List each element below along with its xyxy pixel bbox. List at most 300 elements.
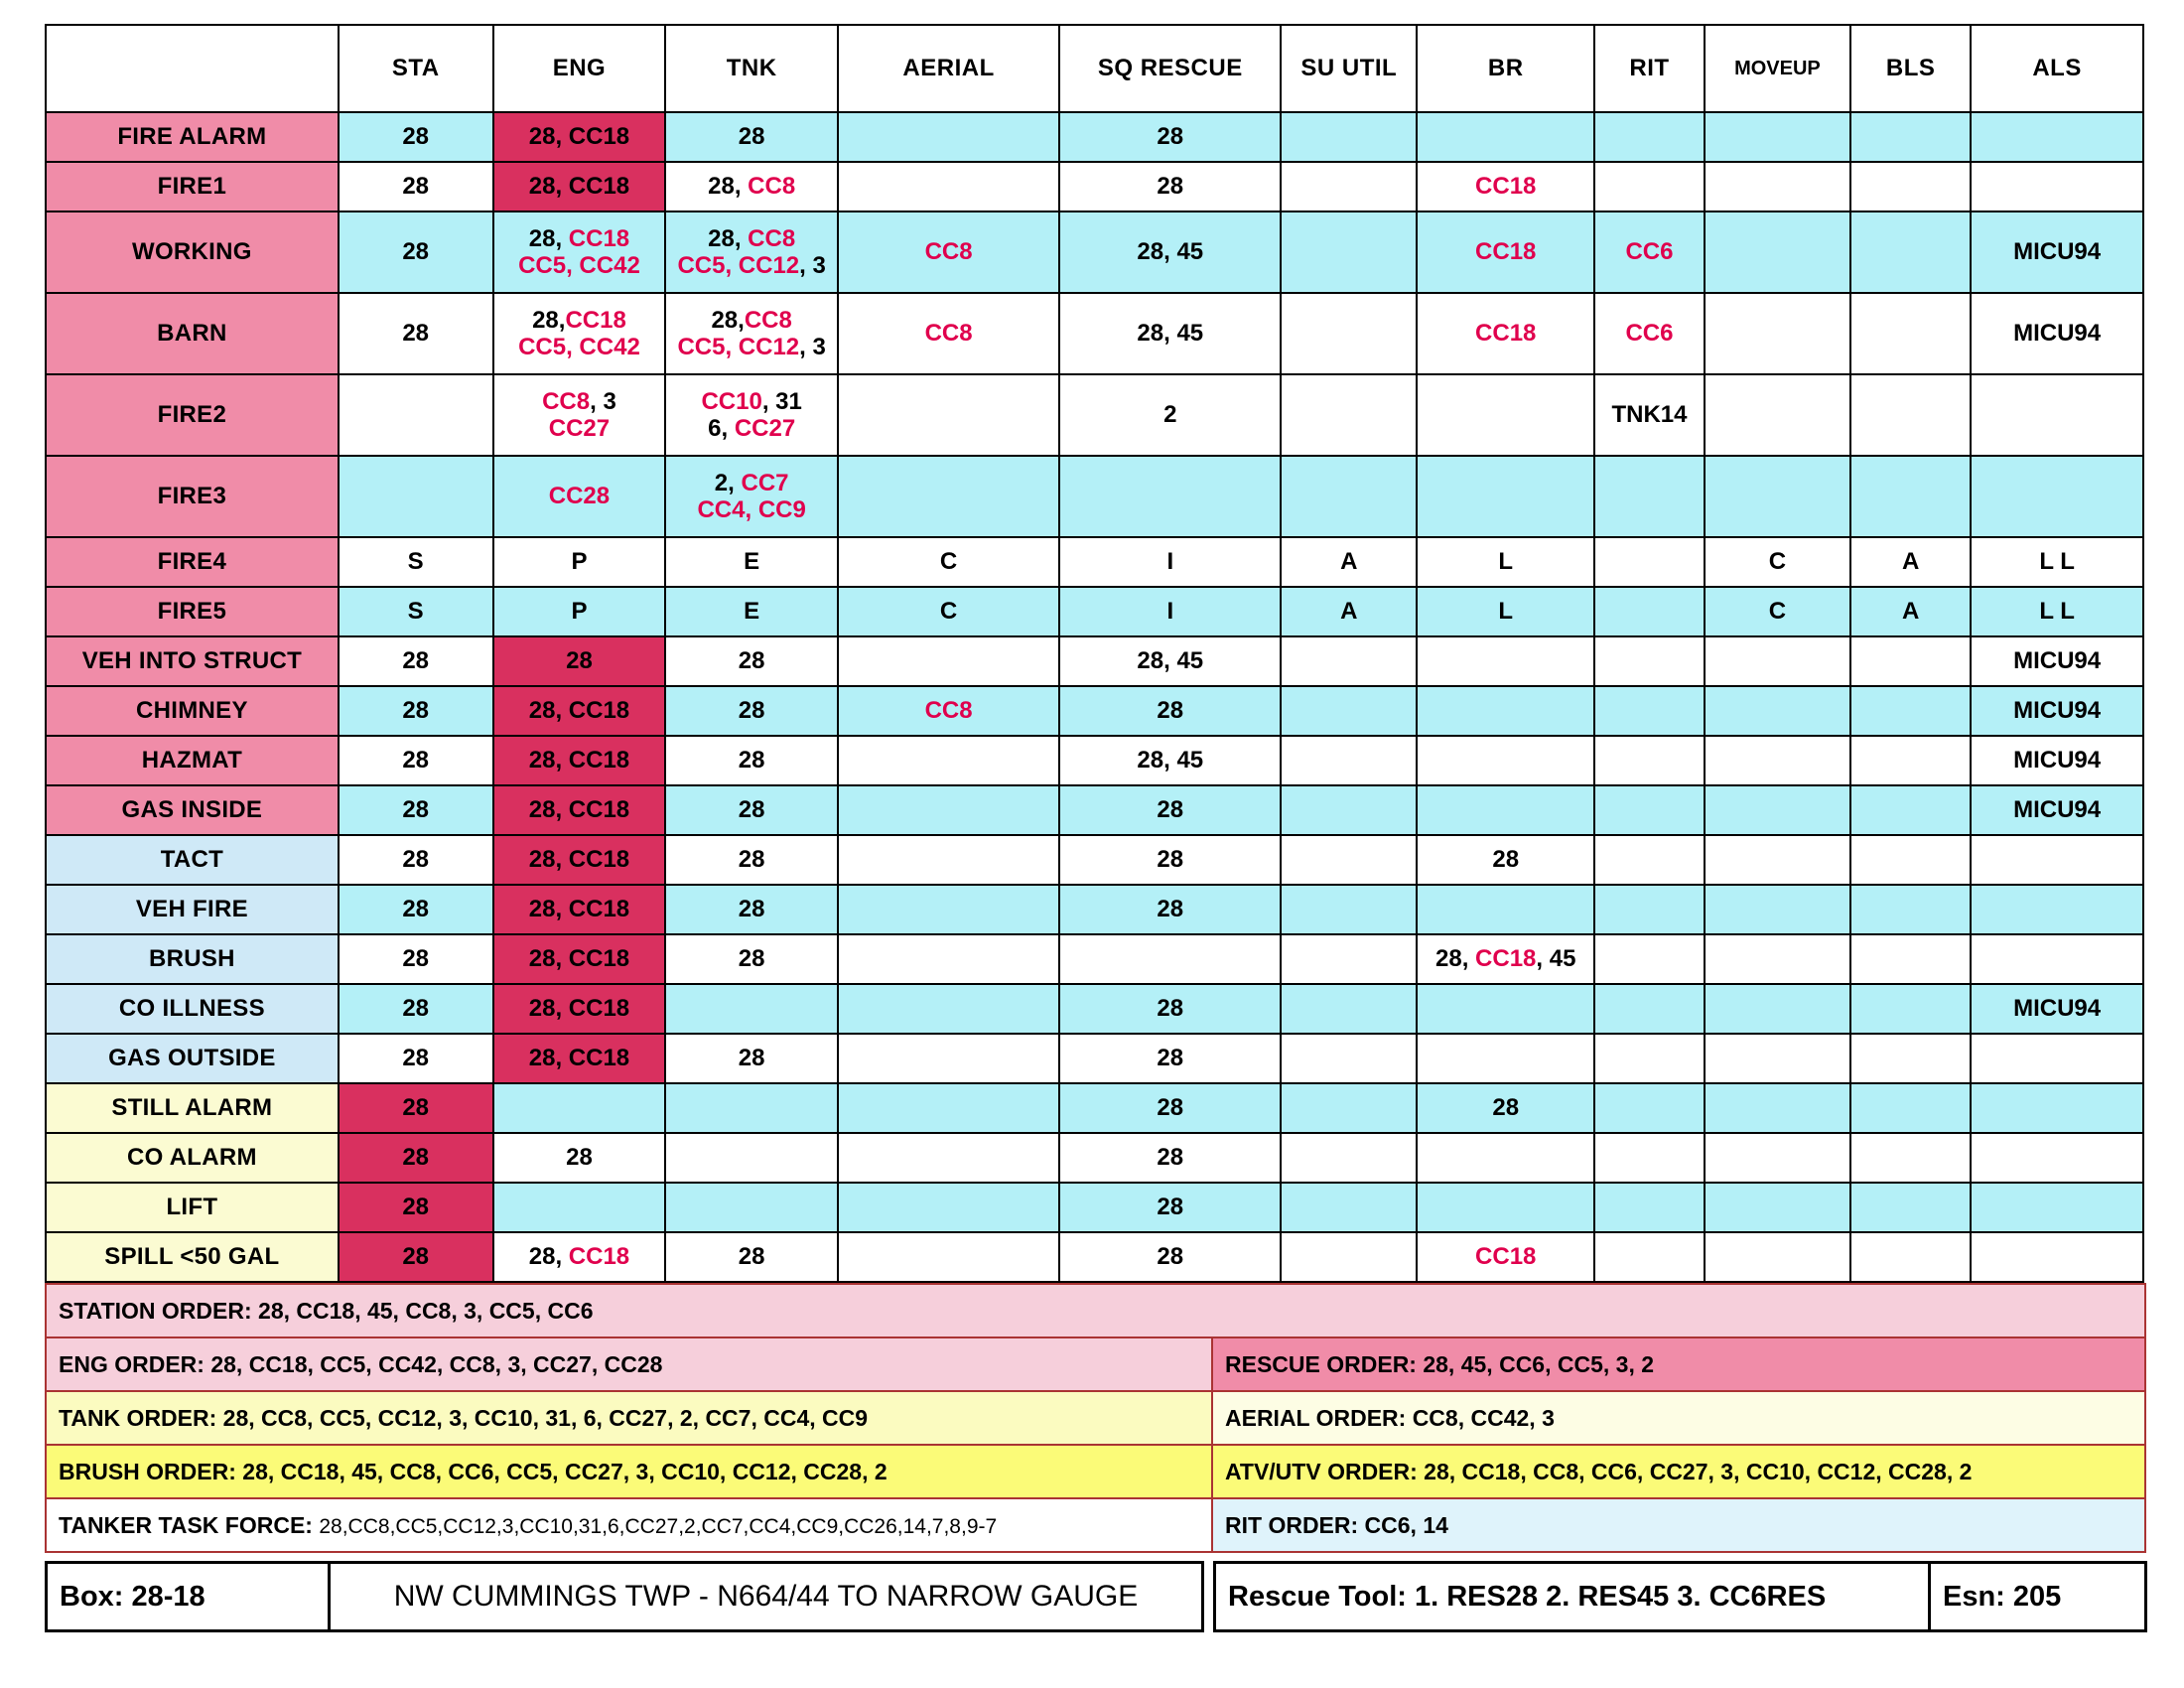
cell-fire-alarm-eng: 28, CC18 — [493, 112, 666, 162]
cell-spill-eng: 28, CC18 — [493, 1232, 666, 1282]
cell-fire5-aerial: C — [838, 587, 1059, 636]
cell-fire1-bls — [1850, 162, 1971, 211]
cell-coalarm-sq: 28 — [1059, 1133, 1281, 1183]
cell-working-bls — [1850, 211, 1971, 293]
cell-coalarm-sta: 28 — [339, 1133, 493, 1183]
cell-fire4-rit — [1594, 537, 1705, 587]
cell-tact-als — [1971, 835, 2143, 885]
cell-coalarm-suutil — [1281, 1133, 1417, 1183]
cell-fire1-sta: 28 — [339, 162, 493, 211]
cell-fire4-tnk: E — [665, 537, 838, 587]
cell-fire4-moveup: C — [1705, 537, 1850, 587]
cell-chimney-bls — [1850, 686, 1971, 736]
cell-fire2-rit: TNK14 — [1594, 374, 1705, 456]
row-label-veh-into-struct: VEH INTO STRUCT — [46, 636, 339, 686]
cell-fire5-als: L L — [1971, 587, 2143, 636]
row-label-working: WORKING — [46, 211, 339, 293]
cell-vis-br — [1417, 636, 1594, 686]
cell-lift-br — [1417, 1183, 1594, 1232]
cell-brush-eng: 28, CC18 — [493, 934, 666, 984]
cell-fire5-bls: A — [1850, 587, 1971, 636]
cell-barn-aerial: CC8 — [838, 293, 1059, 374]
table-row — [46, 686, 2143, 736]
cell-vehfire-als — [1971, 885, 2143, 934]
cell-gasoutside-aerial — [838, 1034, 1059, 1083]
footer-row — [47, 1563, 2146, 1631]
table-row — [46, 112, 2143, 162]
header-tnk: TNK — [665, 25, 838, 112]
cell-fire5-rit — [1594, 587, 1705, 636]
rescue-tool: Rescue Tool: 1. RES28 2. RES45 3. CC6RES — [1215, 1563, 1930, 1631]
cell-vehfire-aerial — [838, 885, 1059, 934]
cell-fire-alarm-sta: 28 — [339, 112, 493, 162]
brush-order: BRUSH ORDER: 28, CC18, 45, CC8, CC6, CC5, CC27, 3, CC10, CC12, CC28, 2 — [46, 1445, 1212, 1498]
cell-vis-tnk: 28 — [665, 636, 838, 686]
cell-working-moveup — [1705, 211, 1850, 293]
tanker-task-force-value: 28,CC8,CC5,CC12,3,CC10,31,6,CC27,2,CC7,CC4,CC9,CC26,14,7,8,9-7 — [319, 1514, 998, 1538]
cell-hazmat-suutil — [1281, 736, 1417, 785]
cell-coalarm-moveup — [1705, 1133, 1850, 1183]
cell-gasinside-suutil — [1281, 785, 1417, 835]
cell-coalarm-eng: 28 — [493, 1133, 666, 1183]
cell-coillness-moveup — [1705, 984, 1850, 1034]
cell-gasinside-eng: 28, CC18 — [493, 785, 666, 835]
header-aerial: AERIAL — [838, 25, 1059, 112]
cell-working-tnk: 28, CC8 CC5, CC12, 3 — [665, 211, 838, 293]
cell-barn-bls — [1850, 293, 1971, 374]
cell-gasoutside-rit — [1594, 1034, 1705, 1083]
row-label-co-illness: CO ILLNESS — [46, 984, 339, 1034]
cell-fire3-eng: CC28 — [493, 456, 666, 537]
table-header-row — [46, 25, 2143, 112]
cell-coillness-tnk — [665, 984, 838, 1034]
header-eng: ENG — [493, 25, 666, 112]
cell-gasoutside-sta: 28 — [339, 1034, 493, 1083]
row-label-tact: TACT — [46, 835, 339, 885]
cell-tact-aerial — [838, 835, 1059, 885]
cell-lift-aerial — [838, 1183, 1059, 1232]
cell-chimney-br — [1417, 686, 1594, 736]
atv-utv-order: ATV/UTV ORDER: 28, CC18, CC8, CC6, CC27, 3, CC10, CC12, CC28, 2 — [1212, 1445, 2145, 1498]
cell-working-br: CC18 — [1417, 211, 1594, 293]
cell-gasinside-moveup — [1705, 785, 1850, 835]
cell-fire1-tnk: 28, CC8 — [665, 162, 838, 211]
row-label-brush: BRUSH — [46, 934, 339, 984]
cell-gasinside-rit — [1594, 785, 1705, 835]
footer-bar — [45, 1561, 2147, 1632]
cell-still-als — [1971, 1083, 2143, 1133]
rit-order: RIT ORDER: CC6, 14 — [1212, 1498, 2145, 1552]
cell-spill-sta: 28 — [339, 1232, 493, 1282]
cell-tact-sta: 28 — [339, 835, 493, 885]
cell-lift-rit — [1594, 1183, 1705, 1232]
cell-still-sta: 28 — [339, 1083, 493, 1133]
cell-vehfire-sta: 28 — [339, 885, 493, 934]
cell-fire5-br: L — [1417, 587, 1594, 636]
cell-fire1-moveup — [1705, 162, 1850, 211]
cell-fire2-br — [1417, 374, 1594, 456]
cell-barn-rit: CC6 — [1594, 293, 1705, 374]
cell-working-eng: 28, CC18 CC5, CC42 — [493, 211, 666, 293]
row-label-fire-alarm: FIRE ALARM — [46, 112, 339, 162]
row-label-chimney: CHIMNEY — [46, 686, 339, 736]
cell-coillness-aerial — [838, 984, 1059, 1034]
cell-tact-sq: 28 — [1059, 835, 1281, 885]
table-row — [46, 885, 2143, 934]
cell-coillness-sq: 28 — [1059, 984, 1281, 1034]
cell-lift-sta: 28 — [339, 1183, 493, 1232]
cell-fire4-sta: S — [339, 537, 493, 587]
cell-fire-alarm-rit — [1594, 112, 1705, 162]
row-label-veh-fire: VEH FIRE — [46, 885, 339, 934]
cell-still-suutil — [1281, 1083, 1417, 1133]
cell-fire5-eng: P — [493, 587, 666, 636]
cell-chimney-sta: 28 — [339, 686, 493, 736]
cell-fire3-tnk: 2, CC7 CC4, CC9 — [665, 456, 838, 537]
cell-gasoutside-suutil — [1281, 1034, 1417, 1083]
cell-gasinside-als: MICU94 — [1971, 785, 2143, 835]
box-location: NW CUMMINGS TWP - N664/44 TO NARROW GAUGE — [330, 1563, 1203, 1631]
cell-still-rit — [1594, 1083, 1705, 1133]
cell-brush-sta: 28 — [339, 934, 493, 984]
cell-vehfire-suutil — [1281, 885, 1417, 934]
cell-gasoutside-tnk: 28 — [665, 1034, 838, 1083]
orders-row-tank-aerial — [46, 1391, 2145, 1445]
cell-chimney-moveup — [1705, 686, 1850, 736]
cell-barn-tnk: 28,CC8 CC5, CC12, 3 — [665, 293, 838, 374]
cell-coalarm-tnk — [665, 1133, 838, 1183]
eng-order: ENG ORDER: 28, CC18, CC5, CC42, CC8, 3, CC27, CC28 — [46, 1337, 1212, 1391]
cell-fire-alarm-aerial — [838, 112, 1059, 162]
header-sta: STA — [339, 25, 493, 112]
row-label-fire4: FIRE4 — [46, 537, 339, 587]
table-row — [46, 1232, 2143, 1282]
cell-fire4-sq: I — [1059, 537, 1281, 587]
cell-fire5-sta: S — [339, 587, 493, 636]
cell-hazmat-als: MICU94 — [1971, 736, 2143, 785]
cell-gasoutside-br — [1417, 1034, 1594, 1083]
cell-fire2-tnk: CC10, 31 6, CC27 — [665, 374, 838, 456]
cell-working-sta: 28 — [339, 211, 493, 293]
cell-fire3-moveup — [1705, 456, 1850, 537]
cell-fire4-aerial: C — [838, 537, 1059, 587]
cell-working-sq: 28, 45 — [1059, 211, 1281, 293]
cell-fire2-als — [1971, 374, 2143, 456]
header-bls: BLS — [1850, 25, 1971, 112]
cell-fire1-rit — [1594, 162, 1705, 211]
cell-coalarm-bls — [1850, 1133, 1971, 1183]
cell-hazmat-rit — [1594, 736, 1705, 785]
cell-barn-moveup — [1705, 293, 1850, 374]
cell-barn-suutil — [1281, 293, 1417, 374]
cell-vehfire-bls — [1850, 885, 1971, 934]
cell-hazmat-sq: 28, 45 — [1059, 736, 1281, 785]
cell-fire-alarm-bls — [1850, 112, 1971, 162]
header-sq-rescue: SQ RESCUE — [1059, 25, 1281, 112]
orders-row-brush-atv — [46, 1445, 2145, 1498]
table-row — [46, 636, 2143, 686]
cell-fire-alarm-br — [1417, 112, 1594, 162]
header-moveup: MOVEUP — [1705, 25, 1850, 112]
cell-fire4-suutil: A — [1281, 537, 1417, 587]
cell-fire5-sq: I — [1059, 587, 1281, 636]
cell-fire3-bls — [1850, 456, 1971, 537]
cell-spill-br: CC18 — [1417, 1232, 1594, 1282]
cell-fire1-br: CC18 — [1417, 162, 1594, 211]
row-label-still-alarm: STILL ALARM — [46, 1083, 339, 1133]
header-als: ALS — [1971, 25, 2143, 112]
cell-gasoutside-moveup — [1705, 1034, 1850, 1083]
cell-gasinside-bls — [1850, 785, 1971, 835]
cell-still-eng — [493, 1083, 666, 1133]
cell-spill-als — [1971, 1232, 2143, 1282]
cell-still-br: 28 — [1417, 1083, 1594, 1133]
cell-tact-rit — [1594, 835, 1705, 885]
header-br: BR — [1417, 25, 1594, 112]
cell-lift-bls — [1850, 1183, 1971, 1232]
cell-working-suutil — [1281, 211, 1417, 293]
tanker-task-force — [46, 1498, 1212, 1552]
cell-fire1-sq: 28 — [1059, 162, 1281, 211]
header-rit: RIT — [1594, 25, 1705, 112]
cell-fire3-aerial — [838, 456, 1059, 537]
cell-vehfire-moveup — [1705, 885, 1850, 934]
row-label-barn: BARN — [46, 293, 339, 374]
cell-vehfire-sq: 28 — [1059, 885, 1281, 934]
cell-brush-als — [1971, 934, 2143, 984]
cell-fire2-sq: 2 — [1059, 374, 1281, 456]
cell-hazmat-sta: 28 — [339, 736, 493, 785]
cell-coalarm-als — [1971, 1133, 2143, 1183]
cell-hazmat-bls — [1850, 736, 1971, 785]
cell-fire2-suutil — [1281, 374, 1417, 456]
cell-working-aerial: CC8 — [838, 211, 1059, 293]
cell-fire3-sta — [339, 456, 493, 537]
cell-brush-tnk: 28 — [665, 934, 838, 984]
table-row — [46, 984, 2143, 1034]
cell-barn-br: CC18 — [1417, 293, 1594, 374]
cell-brush-bls — [1850, 934, 1971, 984]
header-blank — [46, 25, 339, 112]
cell-hazmat-aerial — [838, 736, 1059, 785]
aerial-order: AERIAL ORDER: CC8, CC42, 3 — [1212, 1391, 2145, 1445]
cell-fire-alarm-tnk: 28 — [665, 112, 838, 162]
cell-working-als: MICU94 — [1971, 211, 2143, 293]
cell-tact-eng: 28, CC18 — [493, 835, 666, 885]
cell-fire2-aerial — [838, 374, 1059, 456]
cell-vis-rit — [1594, 636, 1705, 686]
cell-lift-suutil — [1281, 1183, 1417, 1232]
cell-vehfire-eng: 28, CC18 — [493, 885, 666, 934]
cell-spill-tnk: 28 — [665, 1232, 838, 1282]
cell-brush-aerial — [838, 934, 1059, 984]
header-su-util: SU UTIL — [1281, 25, 1417, 112]
cell-brush-moveup — [1705, 934, 1850, 984]
cell-fire1-als — [1971, 162, 2143, 211]
cell-gasoutside-bls — [1850, 1034, 1971, 1083]
cell-fire3-suutil — [1281, 456, 1417, 537]
table-row — [46, 1133, 2143, 1183]
cell-barn-sta: 28 — [339, 293, 493, 374]
cell-gasoutside-sq: 28 — [1059, 1034, 1281, 1083]
cell-fire5-moveup: C — [1705, 587, 1850, 636]
cell-fire3-rit — [1594, 456, 1705, 537]
cell-brush-sq — [1059, 934, 1281, 984]
orders-row-ttf-rit — [46, 1498, 2145, 1552]
cell-fire2-bls — [1850, 374, 1971, 456]
cell-fire5-tnk: E — [665, 587, 838, 636]
cell-vis-sq: 28, 45 — [1059, 636, 1281, 686]
cell-coalarm-rit — [1594, 1133, 1705, 1183]
table-row — [46, 211, 2143, 293]
table-row — [46, 587, 2143, 636]
cell-brush-rit — [1594, 934, 1705, 984]
cell-brush-br: 28, CC18, 45 — [1417, 934, 1594, 984]
cell-chimney-als: MICU94 — [1971, 686, 2143, 736]
cell-fire3-als — [1971, 456, 2143, 537]
dispatch-table — [45, 24, 2144, 1283]
row-label-fire1: FIRE1 — [46, 162, 339, 211]
tank-order: TANK ORDER: 28, CC8, CC5, CC12, 3, CC10, 31, 6, CC27, 2, CC7, CC4, CC9 — [46, 1391, 1212, 1445]
cell-vehfire-br — [1417, 885, 1594, 934]
cell-working-rit: CC6 — [1594, 211, 1705, 293]
row-label-fire3: FIRE3 — [46, 456, 339, 537]
cell-coillness-sta: 28 — [339, 984, 493, 1034]
cell-spill-bls — [1850, 1232, 1971, 1282]
cell-gasinside-br — [1417, 785, 1594, 835]
cell-hazmat-br — [1417, 736, 1594, 785]
cell-fire2-moveup — [1705, 374, 1850, 456]
cell-vis-suutil — [1281, 636, 1417, 686]
row-label-gas-outside: GAS OUTSIDE — [46, 1034, 339, 1083]
table-row — [46, 736, 2143, 785]
cell-lift-tnk — [665, 1183, 838, 1232]
cell-vis-als: MICU94 — [1971, 636, 2143, 686]
cell-gasinside-sq: 28 — [1059, 785, 1281, 835]
cell-gasoutside-eng: 28, CC18 — [493, 1034, 666, 1083]
cell-gasinside-aerial — [838, 785, 1059, 835]
table-row — [46, 162, 2143, 211]
cell-tact-br: 28 — [1417, 835, 1594, 885]
cell-still-aerial — [838, 1083, 1059, 1133]
cell-gasinside-tnk: 28 — [665, 785, 838, 835]
row-label-gas-inside: GAS INSIDE — [46, 785, 339, 835]
table-row — [46, 934, 2143, 984]
cell-fire3-br — [1417, 456, 1594, 537]
cell-fire1-aerial — [838, 162, 1059, 211]
row-label-fire2: FIRE2 — [46, 374, 339, 456]
cell-hazmat-tnk: 28 — [665, 736, 838, 785]
cell-tact-bls — [1850, 835, 1971, 885]
row-label-spill: SPILL <50 GAL — [46, 1232, 339, 1282]
cell-fire-alarm-suutil — [1281, 112, 1417, 162]
cell-barn-als: MICU94 — [1971, 293, 2143, 374]
cell-chimney-suutil — [1281, 686, 1417, 736]
cell-chimney-eng: 28, CC18 — [493, 686, 666, 736]
cell-fire4-als: L L — [1971, 537, 2143, 587]
esn-number: Esn: 205 — [1930, 1563, 2146, 1631]
cell-fire-alarm-sq: 28 — [1059, 112, 1281, 162]
cell-spill-moveup — [1705, 1232, 1850, 1282]
cell-brush-suutil — [1281, 934, 1417, 984]
cell-vehfire-rit — [1594, 885, 1705, 934]
footer-gap — [1203, 1563, 1215, 1631]
cell-vis-aerial — [838, 636, 1059, 686]
cell-fire-alarm-als — [1971, 112, 2143, 162]
cell-coalarm-aerial — [838, 1133, 1059, 1183]
cell-chimney-tnk: 28 — [665, 686, 838, 736]
table-row — [46, 785, 2143, 835]
cell-chimney-sq: 28 — [1059, 686, 1281, 736]
cell-hazmat-eng: 28, CC18 — [493, 736, 666, 785]
cell-fire3-sq — [1059, 456, 1281, 537]
row-label-lift: LIFT — [46, 1183, 339, 1232]
cell-vis-eng: 28 — [493, 636, 666, 686]
cell-tact-suutil — [1281, 835, 1417, 885]
cell-fire5-suutil: A — [1281, 587, 1417, 636]
cell-fire-alarm-moveup — [1705, 112, 1850, 162]
cell-coillness-als: MICU94 — [1971, 984, 2143, 1034]
cell-coillness-eng: 28, CC18 — [493, 984, 666, 1034]
cell-coillness-br — [1417, 984, 1594, 1034]
cell-coillness-suutil — [1281, 984, 1417, 1034]
cell-gasoutside-als — [1971, 1034, 2143, 1083]
cell-vis-moveup — [1705, 636, 1850, 686]
cell-chimney-rit — [1594, 686, 1705, 736]
table-row — [46, 1183, 2143, 1232]
table-row — [46, 293, 2143, 374]
cell-vis-sta: 28 — [339, 636, 493, 686]
cell-barn-eng: 28,CC18 CC5, CC42 — [493, 293, 666, 374]
cell-fire2-sta — [339, 374, 493, 456]
orders-row-eng-rescue — [46, 1337, 2145, 1391]
rescue-order: RESCUE ORDER: 28, 45, CC6, CC5, 3, 2 — [1212, 1337, 2145, 1391]
cell-lift-moveup — [1705, 1183, 1850, 1232]
cell-still-tnk — [665, 1083, 838, 1133]
cell-spill-rit — [1594, 1232, 1705, 1282]
table-row — [46, 1083, 2143, 1133]
cell-tact-tnk: 28 — [665, 835, 838, 885]
cell-gasinside-sta: 28 — [339, 785, 493, 835]
table-row — [46, 374, 2143, 456]
cell-lift-eng — [493, 1183, 666, 1232]
cell-still-bls — [1850, 1083, 1971, 1133]
cell-fire1-suutil — [1281, 162, 1417, 211]
cell-vehfire-tnk: 28 — [665, 885, 838, 934]
cell-still-sq: 28 — [1059, 1083, 1281, 1133]
table-row — [46, 456, 2143, 537]
box-number: Box: 28-18 — [47, 1563, 330, 1631]
cell-vis-bls — [1850, 636, 1971, 686]
cell-fire1-eng: 28, CC18 — [493, 162, 666, 211]
cell-lift-als — [1971, 1183, 2143, 1232]
cell-spill-aerial — [838, 1232, 1059, 1282]
table-row — [46, 1034, 2143, 1083]
cell-barn-sq: 28, 45 — [1059, 293, 1281, 374]
cell-spill-sq: 28 — [1059, 1232, 1281, 1282]
cell-coillness-rit — [1594, 984, 1705, 1034]
orders-row-station — [46, 1284, 2145, 1337]
cell-spill-suutil — [1281, 1232, 1417, 1282]
cell-fire4-br: L — [1417, 537, 1594, 587]
cell-chimney-aerial: CC8 — [838, 686, 1059, 736]
cell-tact-moveup — [1705, 835, 1850, 885]
row-label-co-alarm: CO ALARM — [46, 1133, 339, 1183]
cell-fire4-bls: A — [1850, 537, 1971, 587]
tanker-task-force-label: TANKER TASK FORCE: — [59, 1511, 313, 1538]
cell-coillness-bls — [1850, 984, 1971, 1034]
table-row — [46, 537, 2143, 587]
